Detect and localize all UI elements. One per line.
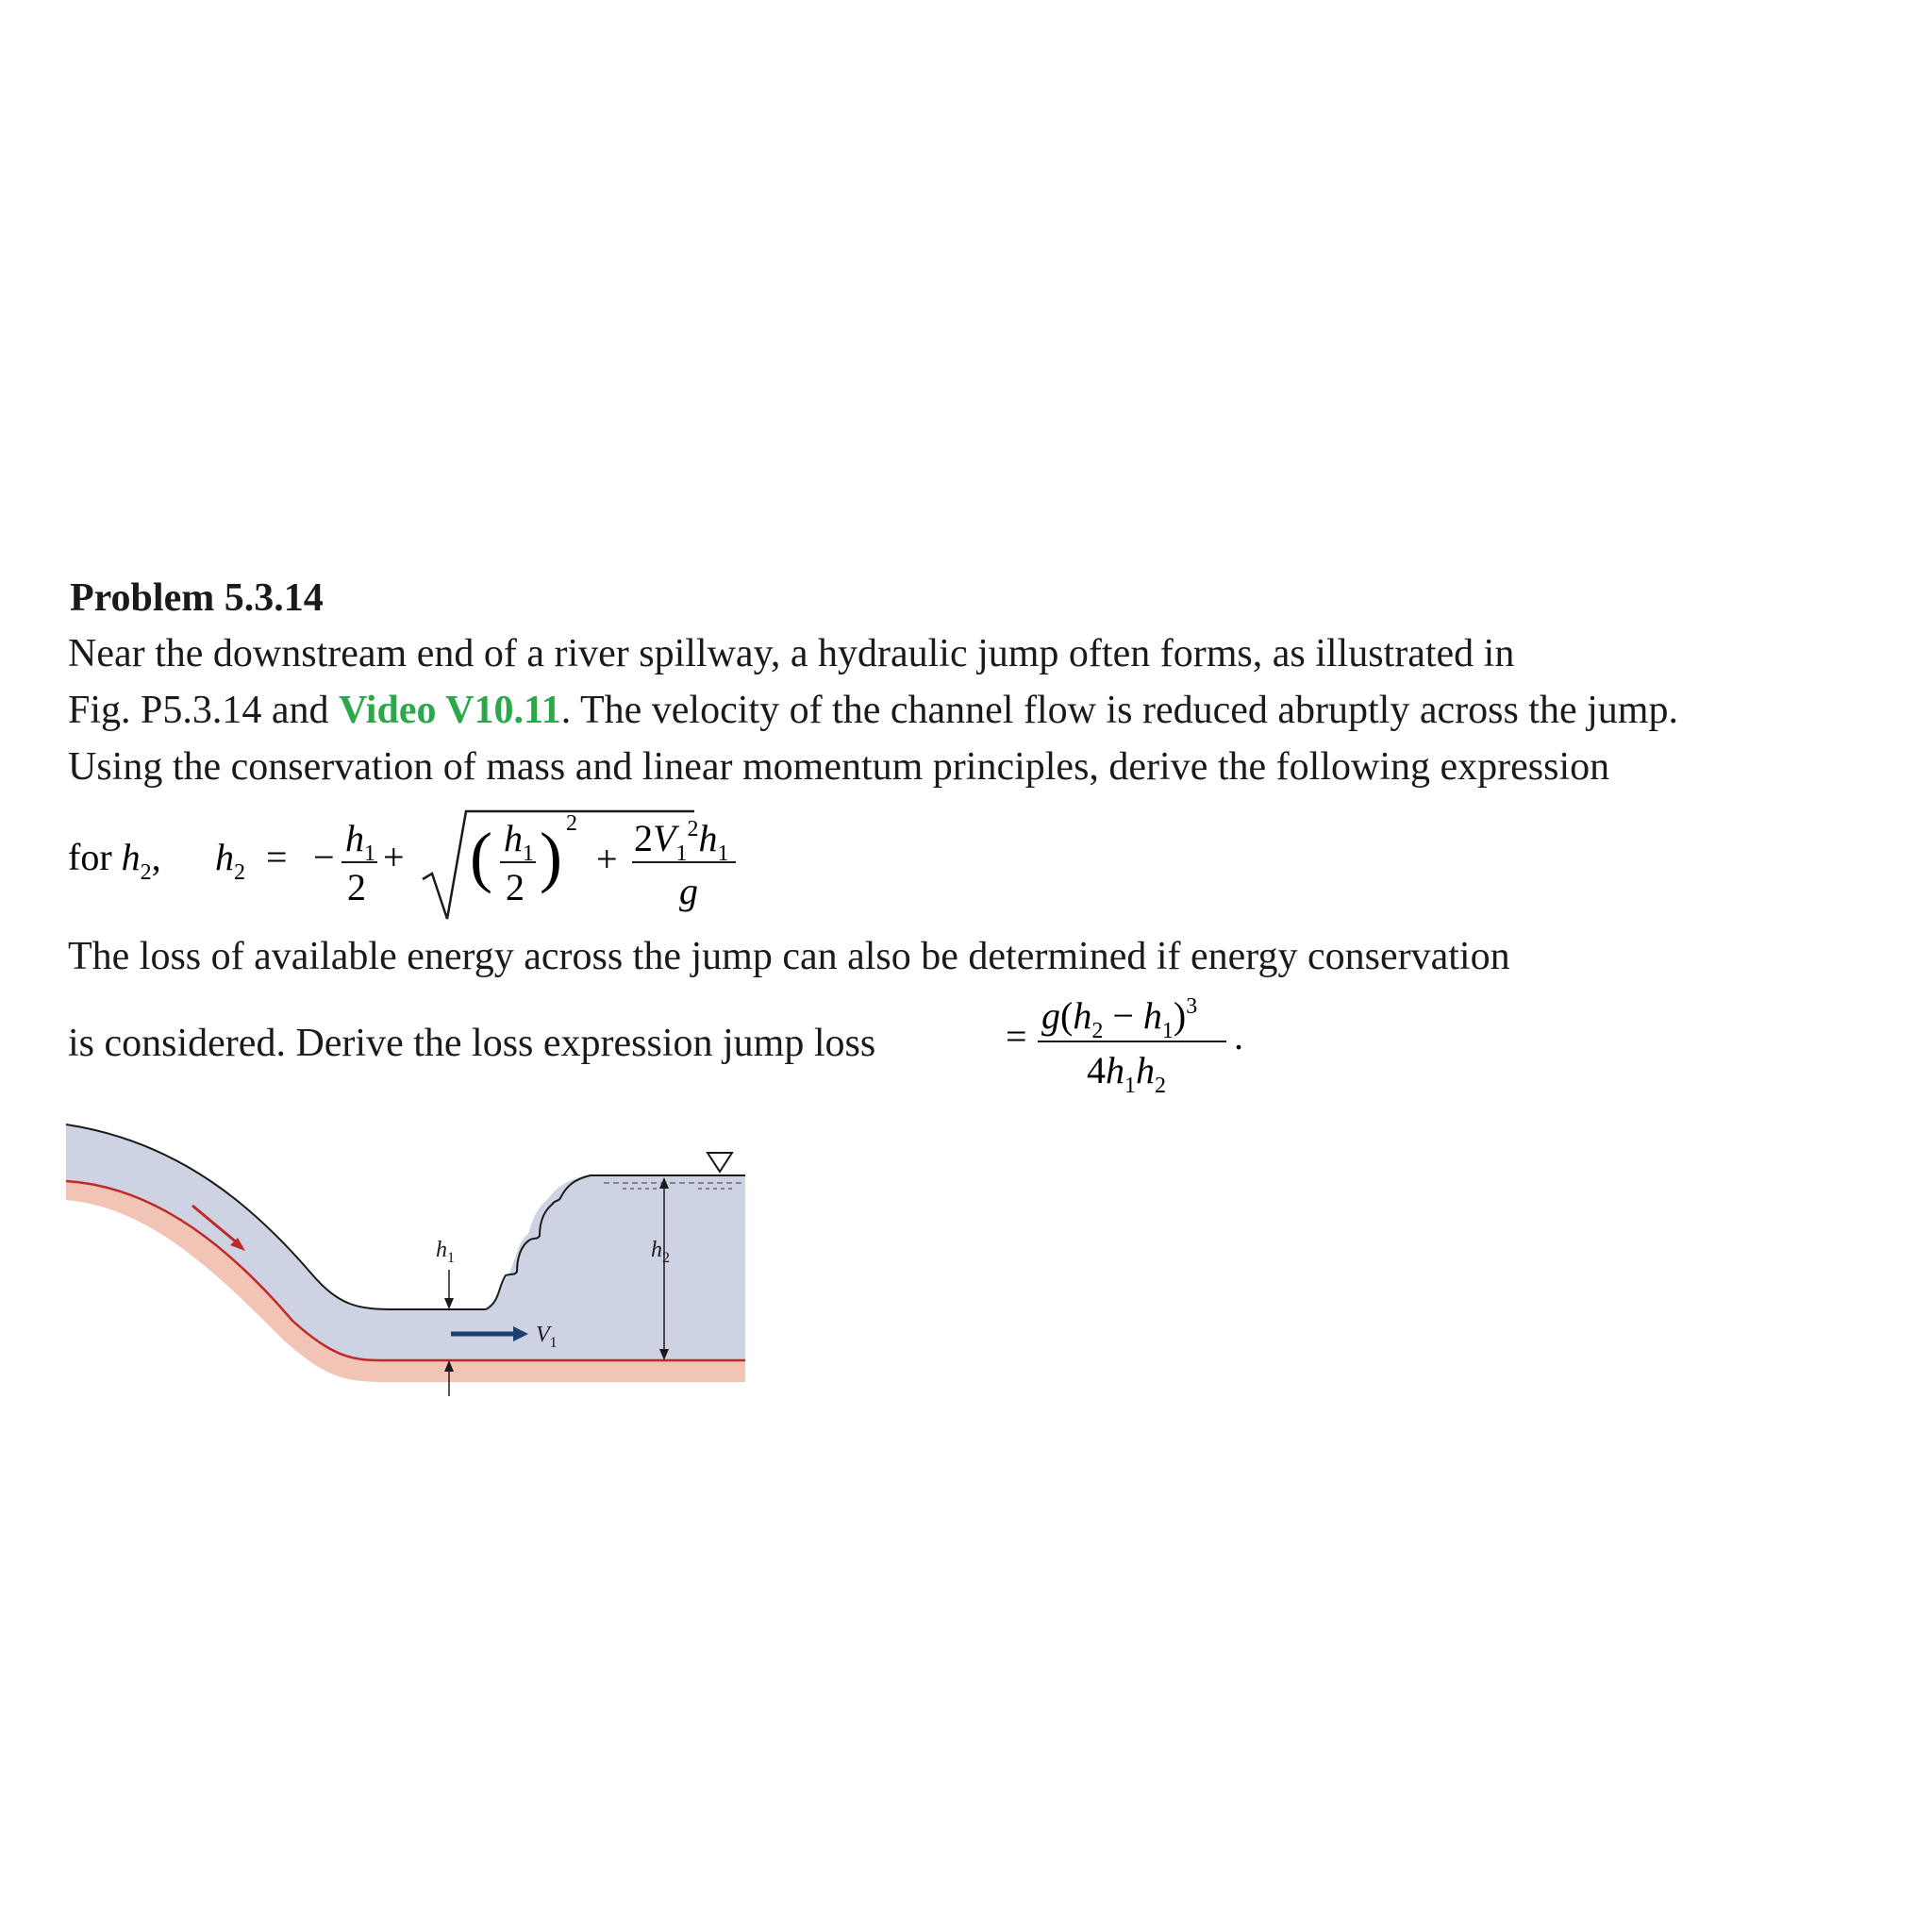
svg-text:2: 2 xyxy=(347,866,366,908)
svg-text:(: ( xyxy=(470,819,492,894)
problem-text-line-2-rest: . The velocity of the channel flow is reduced abruptly across the jump. xyxy=(560,689,1678,732)
svg-text:+: + xyxy=(596,838,618,880)
svg-text:2: 2 xyxy=(566,811,577,836)
svg-text:−: − xyxy=(313,836,335,878)
problem-text-line-5: The loss of available energy across the jump can also be determined if energy conservation xyxy=(68,935,1510,978)
svg-text:=: = xyxy=(1006,1015,1027,1058)
svg-text:+: + xyxy=(383,836,405,878)
problem-text-line-6: is considered. Derive the loss expression jump loss xyxy=(68,1022,876,1065)
svg-text:h1: $h_1$ xyxy=(504,817,534,866)
hydraulic-jump-figure xyxy=(57,1113,774,1396)
v1-label: $V_1$ xyxy=(536,1323,558,1351)
equation-prefix: for $h_2$, xyxy=(68,836,161,885)
water-flow xyxy=(66,1124,745,1360)
h2-equation xyxy=(57,792,736,924)
svg-text:h2: $h_2$ xyxy=(215,836,245,885)
problem-text-line-2 xyxy=(68,686,1678,735)
svg-text:g: g xyxy=(679,870,698,912)
svg-text:): ) xyxy=(540,819,562,894)
svg-text:2V12h1: $2V_1^2h_1$ xyxy=(634,817,729,866)
h2-label: $h_2$ xyxy=(651,1238,670,1266)
video-link[interactable]: Video V10.11 xyxy=(339,689,561,732)
svg-text:g(h2 − h1)3: $g(h_2 - h_1)^3$ xyxy=(1041,994,1198,1043)
svg-text:4h1h2: $4h_1h_2$ xyxy=(1087,1049,1166,1098)
problem-text-line-1: Near the downstream end of a river spillway, a hydraulic jump often forms, as illustrated in xyxy=(68,632,1515,675)
figure-reference: Fig. P5.3.14 and xyxy=(68,689,340,732)
svg-text:.: . xyxy=(1234,1015,1243,1058)
svg-text:=: = xyxy=(266,836,288,878)
jump-loss-equation xyxy=(1000,981,1264,1104)
free-surface-symbol xyxy=(708,1153,732,1172)
problem-text-line-3: Using the conservation of mass and linear momentum principles, derive the following expression xyxy=(68,745,1610,789)
h1-label: $h_1$ xyxy=(436,1238,455,1266)
svg-text:h1: $h_1$ xyxy=(345,817,375,866)
svg-text:2: 2 xyxy=(506,866,525,908)
problem-title: Problem 5.3.14 xyxy=(70,576,324,620)
